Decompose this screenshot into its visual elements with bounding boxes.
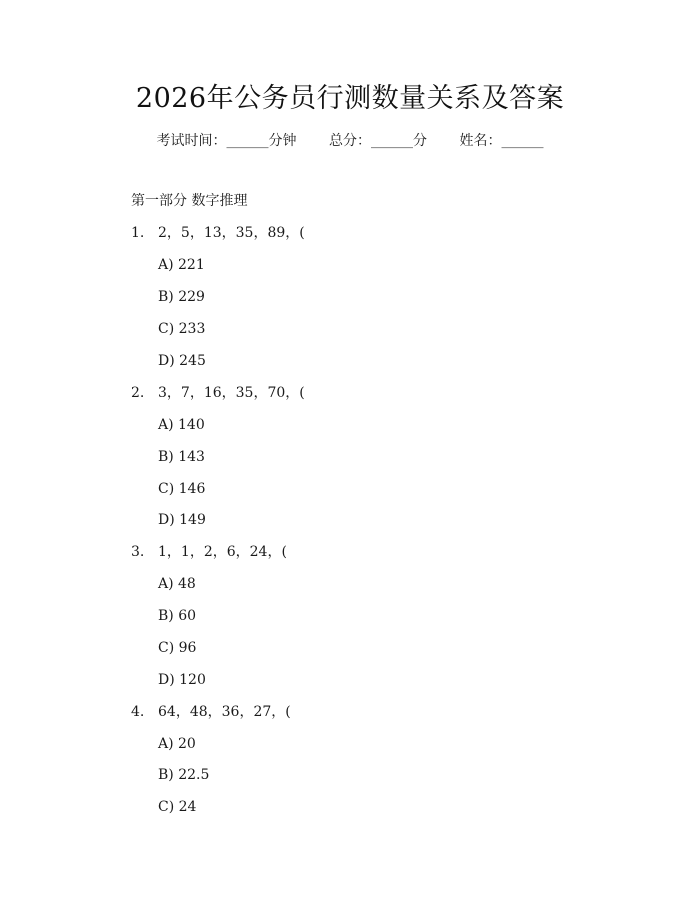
option-2c: C) 146 [158,481,206,497]
page-title: 2026年公务员行测数量关系及答案 [135,83,565,114]
question-stem: 2，5，13，35，89，( [158,225,305,241]
option-2d: D) 149 [158,512,206,528]
option-4c: C) 24 [158,799,197,815]
option-4a: A) 20 [158,736,196,752]
option-4b: B) 22.5 [158,767,210,783]
question-number: 3. [131,544,145,560]
option-3a: A) 48 [158,576,196,592]
option-1a: A) 221 [158,257,205,273]
question-number: 1. [131,225,145,241]
exam-meta [0,132,700,150]
option-1b: B) 229 [158,289,205,305]
option-3d: D) 120 [158,672,206,688]
name-field: 姓名：______ [459,133,544,149]
question-stem: 1，1，2，6，24，( [158,544,287,560]
question-4 [131,703,291,721]
question-number: 2. [131,385,145,401]
question-number: 4. [131,704,145,720]
option-3b: B) 60 [158,608,197,624]
section-title: 第一部分 数字推理 [131,193,248,209]
question-2 [131,384,305,402]
question-1 [131,224,305,242]
total-score-field: 总分：______分 [329,133,427,149]
exam-time-field: 考试时间：______分钟 [156,133,297,149]
option-2a: A) 140 [158,417,205,433]
option-1d: D) 245 [158,353,206,369]
option-2b: B) 143 [158,449,205,465]
question-stem: 64，48，36，27，( [158,704,291,720]
question-stem: 3，7，16，35，70，( [158,385,305,401]
option-1c: C) 233 [158,321,206,337]
question-3 [131,543,287,561]
option-3c: C) 96 [158,640,197,656]
